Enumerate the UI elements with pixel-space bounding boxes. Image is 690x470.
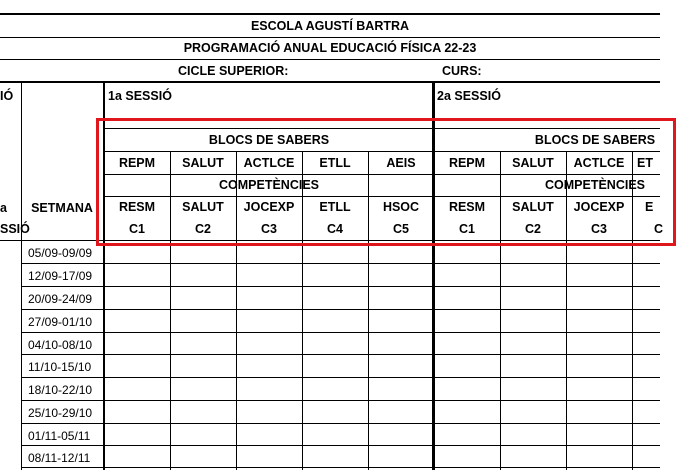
s2-code-3: C3 — [591, 222, 607, 236]
week-date-3: 20/09-24/09 — [28, 292, 93, 306]
week-date-6: 11/10-15/10 — [28, 360, 92, 374]
setmana-header: SETMANA — [31, 201, 93, 215]
school-title: ESCOLA AGUSTÍ BARTRA — [250, 19, 410, 33]
course-label: CURS: — [442, 64, 482, 78]
s2-bloc-3: ACTLCE — [573, 156, 625, 170]
s1-bloc-1: REPM — [118, 156, 156, 170]
session-1-blocs-label: BLOCS DE SABERS — [208, 133, 330, 147]
program-title: PROGRAMACIÓ ANUAL EDUCACIÓ FÍSICA 22-23 — [183, 41, 477, 55]
s1-comp-2: SALUT — [182, 200, 224, 214]
s1-comp-3: JOCEXP — [243, 200, 295, 214]
week-date-7: 18/10-22/10 — [28, 383, 93, 397]
cycle-label: CICLE SUPERIOR: — [178, 64, 289, 78]
s1-comp-5: HSOC — [382, 200, 420, 214]
week-date-4: 27/09-01/10 — [28, 315, 93, 329]
s1-bloc-2: SALUT — [182, 156, 224, 170]
week-date-9: 01/11-05/11 — [28, 429, 91, 443]
week-date-10: 08/11-12/11 — [28, 451, 91, 465]
s2-bloc-4: ET — [637, 156, 653, 170]
s2-bloc-1: REPM — [448, 156, 486, 170]
s1-comp-4: ETLL — [319, 200, 351, 214]
s2-comp-4: E — [645, 200, 654, 214]
s1-code-3: C3 — [261, 222, 277, 236]
session-2-title: 2a SESSIÓ — [437, 89, 501, 103]
s2-comp-3: JOCEXP — [573, 200, 625, 214]
week-date-1: 05/09-09/09 — [28, 246, 93, 260]
s2-bloc-2: SALUT — [512, 156, 554, 170]
s2-comp-2: SALUT — [512, 200, 554, 214]
s2-code-2: C2 — [525, 222, 541, 236]
session-fragment-top: IÓ — [0, 89, 14, 103]
s1-code-2: C2 — [195, 222, 211, 236]
week-date-2: 12/09-17/09 — [28, 269, 93, 283]
s1-code-5: C5 — [393, 222, 409, 236]
s2-comp-1: RESM — [448, 200, 486, 214]
s2-code-4: C — [654, 222, 664, 236]
week-date-8: 25/10-29/10 — [28, 406, 93, 420]
session-fragment-bottom-2: SSIÓ — [0, 222, 30, 236]
s1-code-1: C1 — [129, 222, 145, 236]
session-fragment-bottom-1: a — [0, 201, 7, 215]
s1-bloc-5: AEIS — [386, 156, 416, 170]
s1-bloc-3: ACTLCE — [243, 156, 295, 170]
session-1-title: 1a SESSIÓ — [108, 89, 172, 103]
session-1-competencies-label: COMPETÈNCIES — [218, 178, 319, 192]
s2-code-1: C1 — [459, 222, 475, 236]
week-date-5: 04/10-08/10 — [28, 338, 93, 352]
s1-comp-1: RESM — [118, 200, 156, 214]
s1-bloc-4: ETLL — [319, 156, 351, 170]
session-2-competencies-label: COMPETÈNCIES — [544, 178, 645, 192]
session-2-blocs-label: BLOCS DE SABERS — [534, 133, 656, 147]
highlight-box — [96, 118, 676, 246]
s1-code-4: C4 — [327, 222, 343, 236]
